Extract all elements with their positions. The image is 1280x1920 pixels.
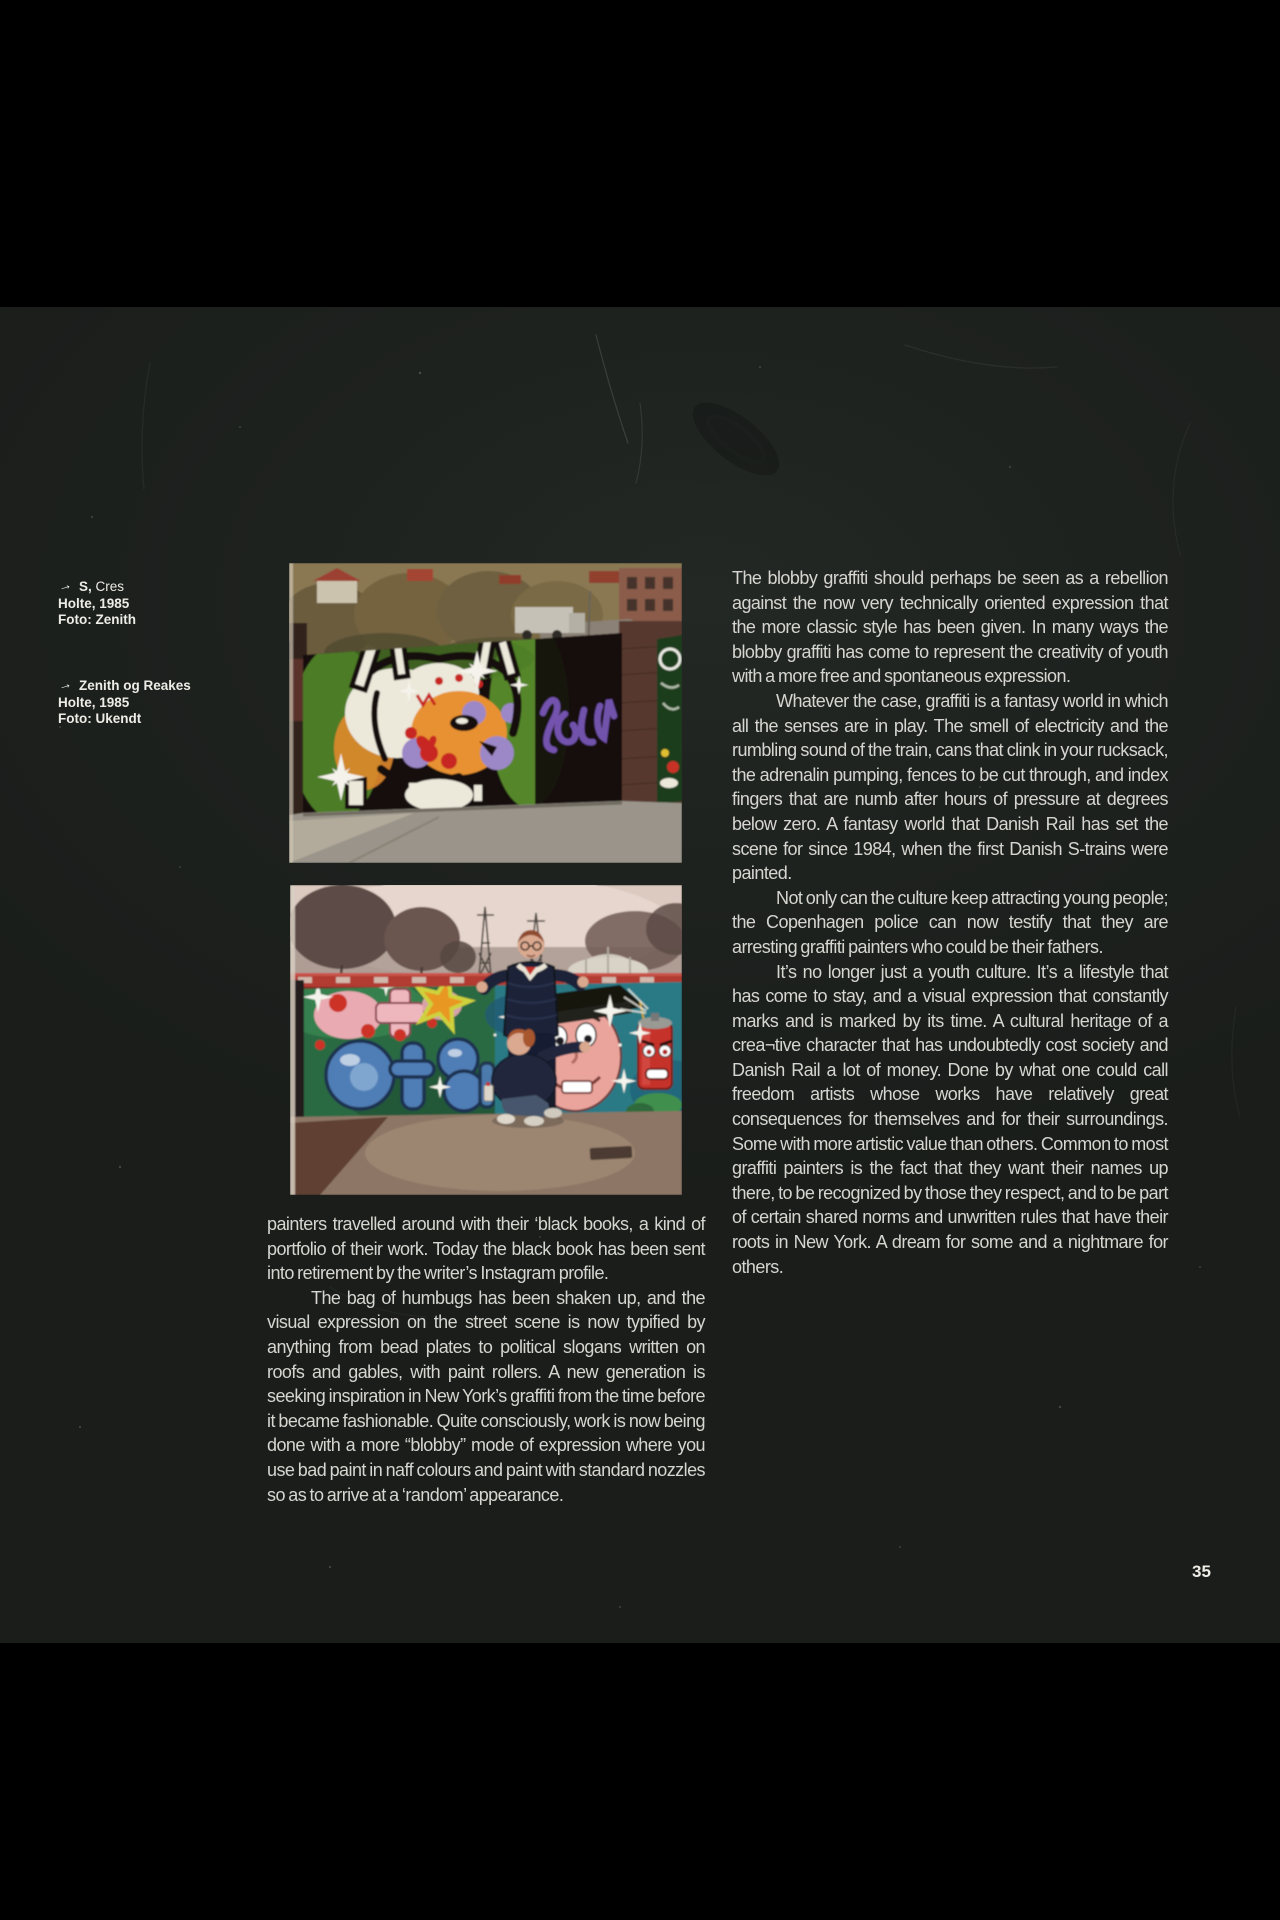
caption-location: Holte, 1985 <box>58 694 130 710</box>
caption-credit: Foto: Ukendt <box>58 711 142 726</box>
left-text-column <box>267 1212 705 1507</box>
bottom-black-band <box>0 1643 1280 1920</box>
graffiti-photo-zenith-reakes <box>290 885 682 1195</box>
caption-location: Holte, 1985 <box>58 595 130 611</box>
caption-artist-rest: Cres <box>91 579 125 594</box>
right-text-column <box>732 566 1168 1279</box>
paragraph: Whatever the case, graffiti is a fantasy world in which all the senses are in play. The smell of electricity and the rumbling sound of the train, cans that clink in your rucksack, the adrenalin pumping, fences to be cut through, and index fingers that are numb after hours of pressure at degrees below zero. A fantasy world that Danish Rail has set the scene for since 1984, when the first Danish S-trains were painted. <box>732 690 1168 884</box>
paragraph: Not only can the culture keep attracting young people; the Copenhagen police can now testify that they are arresting graffiti painters who could be their fathers. <box>732 887 1168 957</box>
paragraph: It’s no longer just a youth culture. It’s a lifestyle that has come to stay, and a visual expression that constantly marks and is marked by its time. A cultural heritage of a crea¬tive character that has undoubtedly cost society and Danish Rail a lot of money. Done by what one could call freedom artists whose works have relatively great consequences for themselves and for their surroundings. Some with more artistic value than others. Common to most graffiti painters is the fact that they want their names up there, to be recognized by those they respect, and to be part of certain shared norms and unwritten rules that have their roots in New York. A dream for some and a nightmare for others. <box>732 961 1168 1277</box>
paragraph: The blobby graffiti should perhaps be seen as a rebellion against the now very technically oriented expression that the more classic style has been given. In many ways the blobby graffiti has come to represent the creativity of youth with a more free and spontaneous expression. <box>732 568 1168 687</box>
paragraph: The bag of humbugs has been shaken up, and the visual expression on the street scene is now typified by anything from bead plates to political slogans written on roofs and gables, with paint rollers. A new generation is seeking inspiration in New York’s graffiti from the time before it became fashionable. Quite consciously, work is now being done with a more “blobby” mode of expression where you use bad paint in naff colours and paint with standard nozzles so as to arrive at a ‘random’ appearance. <box>267 1287 705 1505</box>
page-number: 35 <box>1192 1562 1211 1581</box>
caption-title-line <box>55 674 191 695</box>
caption-title-line <box>55 575 136 596</box>
book-page <box>0 307 1280 1643</box>
caption-artist-bold: S, <box>79 579 92 594</box>
caption-credit: Foto: Zenith <box>58 612 136 627</box>
caption-artist-bold: Zenith og Reakes <box>79 678 191 693</box>
figure-caption-s-cres <box>55 575 136 629</box>
top-black-band <box>0 0 1280 307</box>
arrow-icon: → <box>55 674 74 694</box>
arrow-icon: → <box>55 575 74 595</box>
figure-caption-zenith-reakes <box>55 674 191 728</box>
paragraph: painters travelled around with their ‘black books, a kind of portfolio of their work. Today the black book has been sent into retirement by the writer’s Instagram profile. <box>267 1214 705 1284</box>
graffiti-photo-cres <box>289 563 682 863</box>
